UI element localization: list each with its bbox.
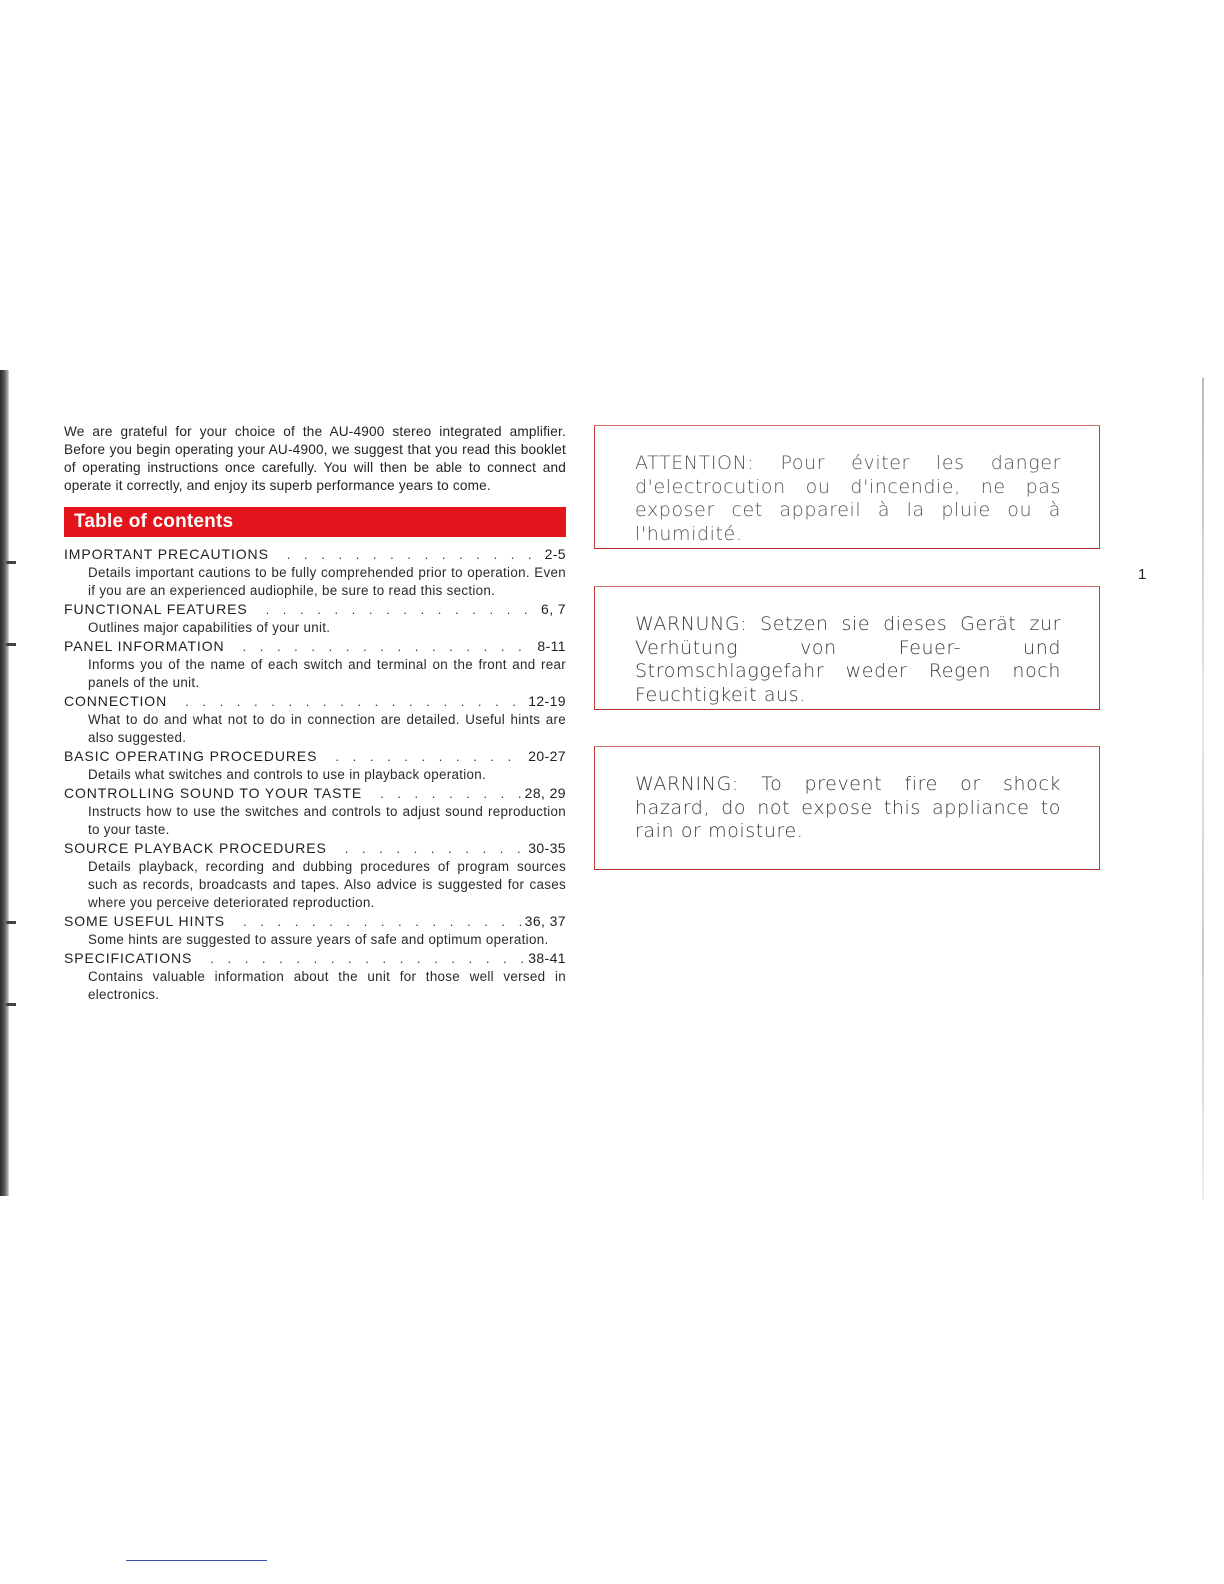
toc-entry-pages: 28, 29 xyxy=(524,785,566,801)
toc-entry xyxy=(64,839,566,912)
binding-edge xyxy=(0,370,9,1196)
toc-entry xyxy=(64,692,566,747)
toc-entry-description: Details important cautions to be fully comprehended prior to operation. Even if you are an experienced audiophile, be sure to read this section. xyxy=(88,565,566,598)
binding-mark xyxy=(6,921,16,924)
toc-entry-title: FUNCTIONAL FEATURES xyxy=(64,601,248,617)
toc-entry xyxy=(64,637,566,692)
toc-entry xyxy=(64,912,566,949)
page-edge xyxy=(1202,378,1204,1200)
toc-leader-dots xyxy=(380,785,521,803)
toc-entry-pages: 30-35 xyxy=(528,840,566,856)
toc-entry-line xyxy=(64,747,566,766)
toc-entry-line xyxy=(64,637,566,656)
toc-leader-dots xyxy=(185,693,524,711)
french-warning-box xyxy=(594,425,1100,549)
french-warning-text: ATTENTION: Pour éviter les danger d'electrocution ou d'incendie, ne pas exposer cet appareil à la pluie ou à l'humidité. xyxy=(635,452,1061,545)
toc-entry-title: IMPORTANT PRECAUTIONS xyxy=(64,546,269,562)
binding-mark xyxy=(6,1003,16,1006)
toc-entry-description: Instructs how to use the switches and controls to adjust sound reproduction to your taste. xyxy=(88,804,566,837)
toc-entry xyxy=(64,545,566,600)
toc-heading: Table of contents xyxy=(64,507,566,537)
toc-leader-dots xyxy=(266,601,537,619)
toc-entry-title: BASIC OPERATING PROCEDURES xyxy=(64,748,318,764)
toc-entry-pages: 20-27 xyxy=(528,748,566,764)
binding-mark xyxy=(6,561,16,564)
toc-entry-pages: 38-41 xyxy=(528,950,566,966)
toc-entry-description: Some hints are suggested to assure years of safe and optimum operation. xyxy=(88,932,549,947)
toc-entry-title: SPECIFICATIONS xyxy=(64,950,193,966)
toc-leader-dots xyxy=(335,748,524,766)
toc-entry-line xyxy=(64,784,566,803)
toc-leader-dots xyxy=(345,840,524,858)
toc-entry-title: CONTROLLING SOUND TO YOUR TASTE xyxy=(64,785,363,801)
toc-leader-dots xyxy=(243,638,534,656)
toc-leader-dots xyxy=(287,546,541,564)
toc-entry-title: PANEL INFORMATION xyxy=(64,638,225,654)
english-warning-box xyxy=(594,746,1100,870)
toc-entry-description: What to do and what not to do in connection are detailed. Useful hints are also suggested. xyxy=(88,712,566,745)
toc-entry xyxy=(64,747,566,784)
toc-entry-pages: 8-11 xyxy=(537,638,566,654)
toc-entry-line xyxy=(64,912,566,931)
left-column xyxy=(64,423,566,1004)
binding-mark xyxy=(6,643,16,646)
toc-entry-description: Informs you of the name of each switch and terminal on the front and rear panels of the unit. xyxy=(88,657,566,690)
toc-leader-dots xyxy=(210,950,524,968)
page-number: 1 xyxy=(1138,566,1147,583)
toc-entry xyxy=(64,949,566,1004)
toc-entry xyxy=(64,784,566,839)
toc-entry-description: Contains valuable information about the unit for those well versed in electronics. xyxy=(88,969,566,1002)
toc-entry-pages: 2-5 xyxy=(544,546,566,562)
toc-entry-title: SOURCE PLAYBACK PROCEDURES xyxy=(64,840,327,856)
toc-entry-pages: 12-19 xyxy=(528,693,566,709)
toc-entry-description: Details what switches and controls to use in playback operation. xyxy=(88,767,487,782)
toc-entry-title: SOME USEFUL HINTS xyxy=(64,913,226,929)
toc-entry-line xyxy=(64,692,566,711)
toc-entry-title: CONNECTION xyxy=(64,693,168,709)
toc-entry-line xyxy=(64,839,566,858)
toc-entry-line xyxy=(64,600,566,619)
toc-leader-dots xyxy=(243,913,521,931)
toc-entry-line xyxy=(64,949,566,968)
toc-entry-line xyxy=(64,545,566,564)
german-warning-text: WARNUNG: Setzen sie dieses Gerät zur Verhütung von Feuer- und Stromschlaggefahr weder Regen noch Feuchtigkeit aus. xyxy=(635,613,1061,706)
german-warning-box xyxy=(594,586,1100,710)
toc-entry-pages: 36, 37 xyxy=(524,913,566,929)
toc-entry xyxy=(64,600,566,637)
toc-entry-description: Details playback, recording and dubbing procedures of program sources such as records, broadcasts and tapes. Also advice is suggested for cases where you perceive deteriorated reproduction. xyxy=(88,859,566,910)
toc-list xyxy=(64,545,566,1004)
english-warning-text: WARNING: To prevent fire or shock hazard, do not expose this appliance to rain or moisture. xyxy=(635,773,1061,842)
toc-entry-description: Outlines major capabilities of your unit. xyxy=(88,620,331,635)
footer-rule xyxy=(126,1560,267,1561)
intro-paragraph: We are grateful for your choice of the AU-4900 stereo integrated amplifier. Before you begin operating your AU-4900, we suggest that you read this booklet of operating instructions once carefully. You will then be able to connect and operate it correctly, and enjoy its superb performance years to come. xyxy=(64,424,566,493)
toc-entry-pages: 6, 7 xyxy=(541,601,566,617)
